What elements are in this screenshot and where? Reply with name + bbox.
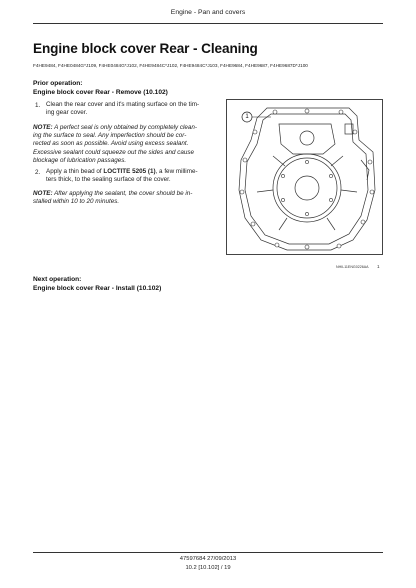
page-title: Engine block cover Rear - Cleaning: [33, 41, 258, 56]
prior-operation-label: Prior operation:: [33, 80, 83, 87]
header-rule: [33, 23, 383, 24]
figure-rear-cover: [226, 99, 383, 255]
note-1-line-3: rected as soon as possible. Avoid using excess sealant.: [33, 140, 189, 148]
footer-doc-ref: 47597684 27/09/2013: [179, 556, 237, 562]
prior-operation-link[interactable]: Engine block cover Rear - Remove (10.102): [33, 89, 168, 96]
note-1-line-5: blockage of lubrication passages.: [33, 156, 127, 164]
next-operation-link[interactable]: Engine block cover Rear - Install (10.102): [33, 285, 162, 292]
note-2: [33, 190, 219, 206]
note-2-line-1: After applying the sealant, the cover should be in-: [52, 190, 193, 197]
step-1-text: [46, 101, 218, 117]
next-operation-label: Next operation:: [33, 276, 82, 283]
figure-callout-label: 1: [245, 114, 249, 120]
note-1-line-2: ing the surface to seal. Any imperfection should be cor-: [33, 132, 187, 140]
note-1: [33, 124, 219, 165]
note-1-label: NOTE:: [33, 124, 53, 131]
figure-number: 1: [377, 264, 380, 269]
note-1-line-1: A perfect seal is only obtained by completely clean-: [52, 124, 198, 131]
footer-page-ref: 10.2 [10.102] / 19: [185, 565, 231, 571]
step-2-line-1-post: , a few millime-: [155, 168, 198, 175]
note-2-label: NOTE:: [33, 190, 53, 197]
step-2-product: LOCTITE 5205 (1): [103, 168, 156, 175]
step-2-line-1-pre: Apply a thin bead of: [46, 168, 104, 175]
step-2-line-2: ters thick, to the sealing surface of the cover.: [46, 176, 171, 184]
step-1-line-2: ing gear cover.: [46, 109, 88, 117]
step-2-text: [46, 168, 222, 184]
rear-cover-illustration: [227, 100, 383, 255]
note-2-line-2: stalled within 10 to 20 minutes.: [33, 198, 120, 206]
figure-code: NHIL11ENG0226AA: [336, 265, 369, 269]
model-codes: F4HE9484, F4HE0484G*J109, F4HE0484G*J102, F4HE9484C*J102, F4HE9484C*J103, F4HE9684, F4HE9687, F4HE9687D*J100: [33, 63, 308, 68]
step-2-number: 2.: [35, 169, 41, 176]
step-1-line-1: Clean the rear cover and it's mating surface on the tim-: [46, 101, 200, 108]
step-1-number: 1.: [35, 102, 41, 109]
footer-rule: [33, 552, 383, 553]
running-header: Engine - Pan and covers: [170, 9, 246, 16]
note-1-line-4: Excessive sealant could squeeze out the sides and cause: [33, 148, 195, 156]
